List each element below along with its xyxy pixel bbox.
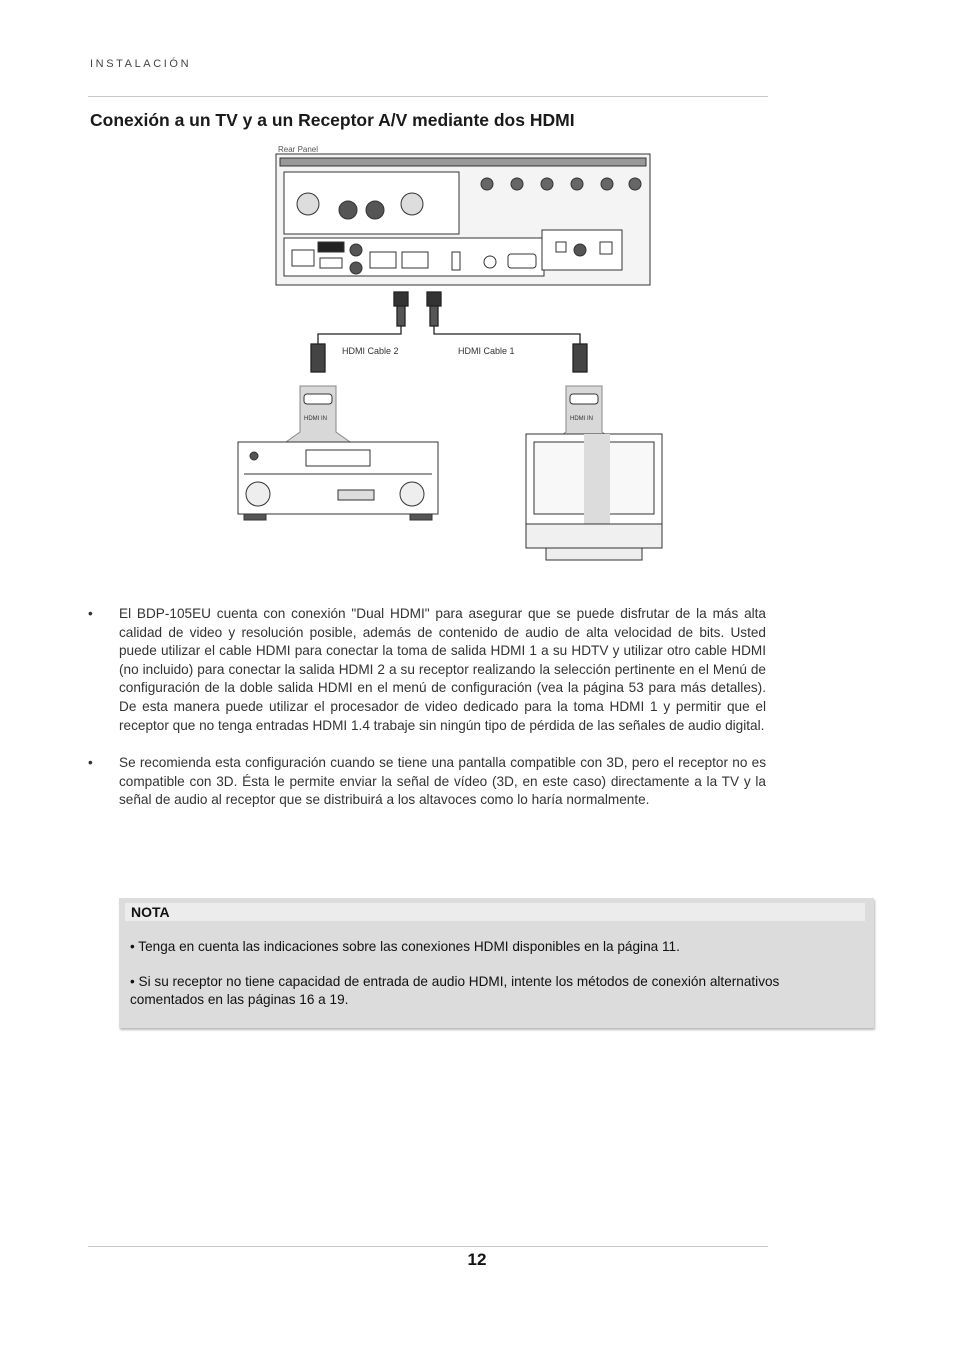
hdmi-cable-1-label: HDMI Cable 1 — [458, 346, 515, 356]
bullet-item — [88, 605, 766, 735]
bullet-text: Se recomienda esta configuración cuando se tiene una pantalla compatible con 3D, pero el receptor no es compatible con 3D. Ésta le permite enviar la señal de vídeo (3D, en este caso) directamente a la TV y la señal de audio al receptor que se distribuirá a los altavoces como lo haría normalmente. — [119, 755, 766, 808]
page-title: Conexión a un TV y a un Receptor A/V mediante dos HDMI — [90, 110, 575, 130]
connection-diagram — [230, 142, 670, 567]
television — [526, 434, 662, 560]
tv-hdmi-in-label: HDMI IN — [570, 416, 593, 422]
note-item: • Si su receptor no tiene capacidad de entrada de audio HDMI, intente los métodos de conexión alternativos comentados en las páginas 16 a 19. — [130, 974, 780, 1007]
page-number: 12 — [467, 1250, 487, 1269]
bullet-symbol: • — [88, 606, 93, 621]
note-box — [119, 898, 874, 1028]
footer-divider — [88, 1246, 768, 1247]
hdmi-cable-2-label: HDMI Cable 2 — [342, 346, 399, 356]
bullet-text: El BDP-105EU cuenta con conexión "Dual HDMI" para asegurar que se puede disfrutar de la más alta calidad de video y resolución posible, además de contenido de audio de alta velocidad de bits. Usted puede utilizar el cable HDMI para conectar la toma de salida HDMI 1 a su HDTV y utilizar otro cable HDMI (no incluido) para conectar la salida HDMI 2 a su receptor realizando la selección pertinente en el Menú de configuración de la doble salida HDMI en el menú de configuración (vea la página 53 para más detalles). De esta manera puede utilizar el procesador de video dedicado para la toma HDMI 1 y permitir que el receptor que no tenga entradas HDMI 1.4 trabaje sin ningún tipo de pérdida de las señales de audio digital. — [119, 606, 766, 733]
receiver-hdmi-in-label: HDMI IN — [304, 416, 327, 422]
av-receiver — [238, 442, 438, 520]
bullet-list — [88, 605, 766, 829]
note-item: • Tenga en cuenta las indicaciones sobre las conexiones HDMI disponibles en la página 11. — [130, 939, 680, 954]
receiver-hdmi-input — [286, 386, 350, 442]
section-header: INSTALACIÓN — [90, 58, 192, 70]
note-title: NOTA — [131, 904, 170, 920]
bullet-symbol: • — [88, 755, 93, 771]
rear-panel-label: Rear Panel — [278, 145, 319, 154]
player-rear-panel — [276, 145, 650, 285]
note-header — [125, 903, 865, 921]
bullet-item — [88, 754, 766, 810]
hdmi-cables — [311, 292, 587, 372]
header-divider — [88, 96, 768, 97]
